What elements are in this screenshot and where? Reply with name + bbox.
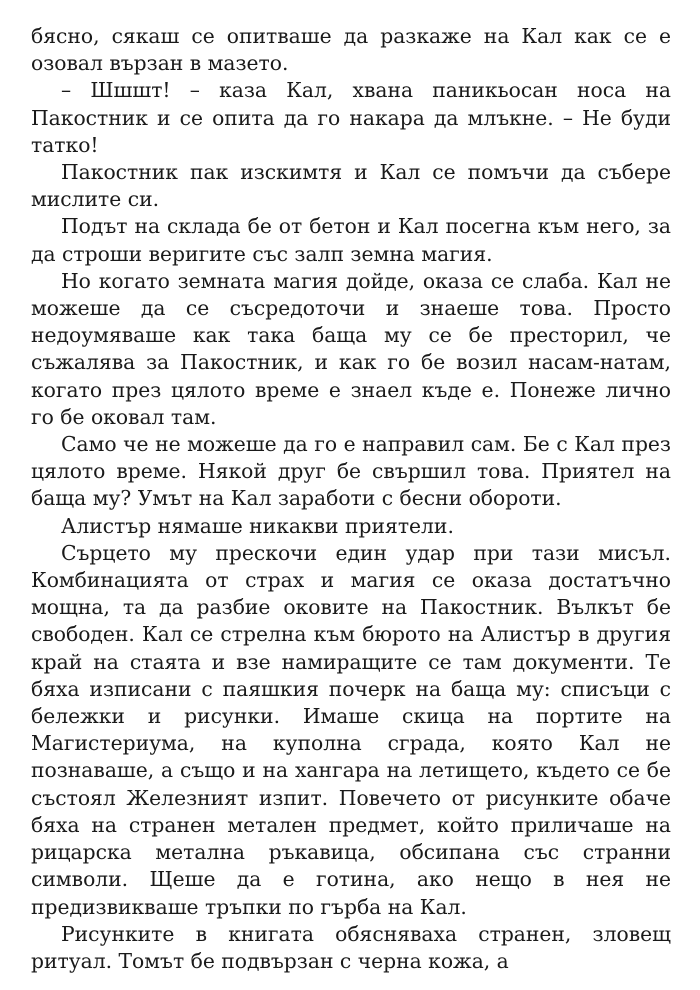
paragraph-7: Алистър нямаше никакви приятели. (61, 513, 454, 538)
paragraph-9: Рисунките в книгата обясняваха странен, зловещ ритуал. Томът бе подвързан с черна кожа, а (31, 921, 671, 973)
paragraph-1: бясно, сякаш се опитваше да разкаже на Кал как се е озовал вързан в мазето. (31, 24, 671, 76)
paragraph-3: Пакостник пак изскимтя и Кал се помъчи да събере мислите си. (31, 160, 671, 212)
paragraph-5: Но когато земната магия дойде, оказа се слаба. Кал не можеше да се съсредоточи и знаеше това. Просто недоумяваше как така баща му се бе престорил, че съжалява за Пакостник, и как го бе возил насам-натам, когато през цялото време е знаел къде е. Понеже лично го бе оковал там. (31, 268, 671, 429)
paragraph-4: Подът на склада бе от бетон и Кал посегна към него, за да строши веригите със залп земна магия. (31, 214, 671, 266)
paragraph-8: Сърцето му прескочи един удар при тази мисъл. Комбинацията от страх и магия се оказа достатъчно мощна, та да разбие оковите на Пакостник. Вълкът бе свободен. Кал се стрелна към бюрото на Алистър в другия край на стаята и взе намиращите се там документи. Те бяха изписани с паяшкия почерк на баща му: списъци с бележки и рисунки. Имаше скица на портите на Магистериума, на куполна сграда, която Кал не познаваше, а също и на хангара на летището, където се бе състоял Железният изпит. Повечето от рисунките обаче бяха на странен метален предмет, който приличаше на рицарска метална ръкавица, обсипана със странни символи. Щеше да е готина, ако нещо в нея не предизвикваше тръпки по гърба на Кал. (31, 540, 671, 919)
paragraph-6: Само че не можеше да го е направил сам. Бе с Кал през цялото време. Някой друг бе свършил това. Приятел на баща му? Умът на Кал заработи с бесни обороти. (31, 432, 671, 511)
paragraph-2: – Шшшт! – каза Кал, хвана паникьосан носа на Пакостник и се опита да го накара да млъкне. – Не буди татко! (31, 78, 671, 157)
book-page (31, 23, 671, 975)
